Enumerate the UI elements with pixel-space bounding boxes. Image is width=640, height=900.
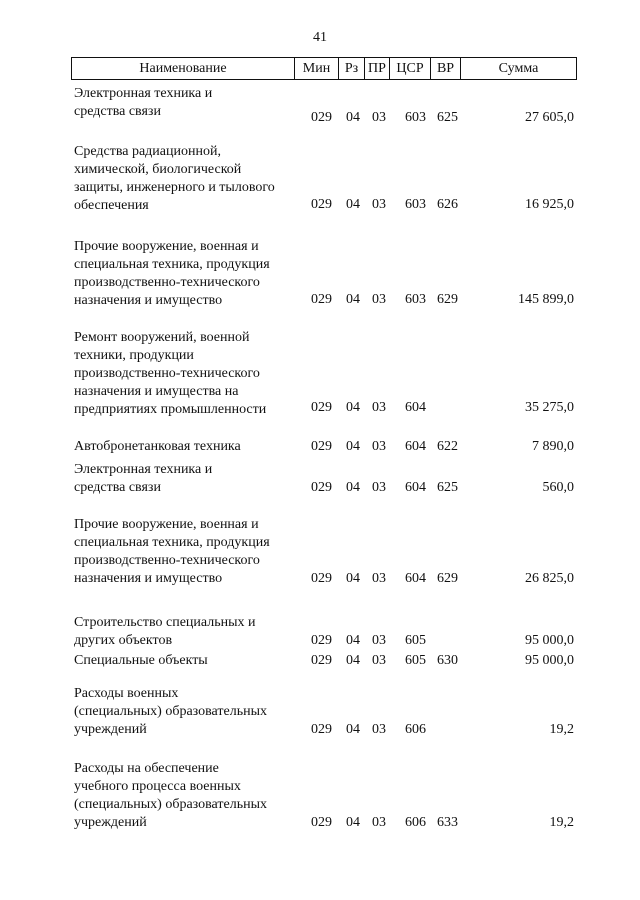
table-row (0, 238, 640, 318)
row-vr: 629 (437, 292, 458, 307)
table-row (0, 685, 640, 745)
table-row (0, 652, 640, 672)
row-csr: 605 (405, 653, 426, 668)
row-vr: 626 (437, 197, 458, 212)
row-csr: 604 (405, 439, 426, 454)
row-csr: 606 (405, 815, 426, 830)
row-min: 029 (311, 571, 332, 586)
row-sum: 35 275,0 (525, 400, 574, 415)
row-rz: 04 (346, 439, 360, 454)
row-pr: 03 (372, 633, 386, 648)
row-csr: 603 (405, 292, 426, 307)
row-name: Прочие вооружение, военная и специальная техника, продукция производственно-технического назначения и имущество (74, 517, 270, 586)
row-name: Средства радиационной, химической, биологической защиты, инженерного и тылового обеспечения (74, 144, 275, 213)
page-number: 41 (313, 30, 327, 45)
header-vr: ВР (431, 58, 461, 79)
row-csr: 604 (405, 400, 426, 415)
row-sum: 16 925,0 (525, 197, 574, 212)
row-min: 029 (311, 110, 332, 125)
row-rz: 04 (346, 400, 360, 415)
row-rz: 04 (346, 633, 360, 648)
row-min: 029 (311, 653, 332, 668)
row-csr: 604 (405, 480, 426, 495)
row-pr: 03 (372, 653, 386, 668)
row-rz: 04 (346, 722, 360, 737)
row-sum: 560,0 (542, 480, 574, 495)
row-min: 029 (311, 292, 332, 307)
row-pr: 03 (372, 722, 386, 737)
row-min: 029 (311, 439, 332, 454)
row-pr: 03 (372, 400, 386, 415)
row-rz: 04 (346, 292, 360, 307)
row-pr: 03 (372, 197, 386, 212)
table-row (0, 329, 640, 421)
table-row (0, 83, 640, 127)
row-rz: 04 (346, 480, 360, 495)
row-pr: 03 (372, 439, 386, 454)
row-sum: 19,2 (549, 815, 574, 830)
row-csr: 604 (405, 571, 426, 586)
row-csr: 603 (405, 197, 426, 212)
row-name: Электронная техника и средства связи (74, 462, 213, 495)
table-row (0, 438, 640, 458)
row-name: Расходы на обеспечение учебного процесса военных (специальных) образовательных учреждений (74, 761, 267, 830)
row-rz: 04 (346, 653, 360, 668)
row-csr: 606 (405, 722, 426, 737)
row-csr: 605 (405, 633, 426, 648)
header-name: Наименование (72, 58, 295, 79)
row-min: 029 (311, 400, 332, 415)
row-min: 029 (311, 815, 332, 830)
row-pr: 03 (372, 815, 386, 830)
row-vr: 625 (437, 110, 458, 125)
row-min: 029 (311, 633, 332, 648)
row-min: 029 (311, 197, 332, 212)
row-csr: 603 (405, 110, 426, 125)
row-rz: 04 (346, 197, 360, 212)
header-rz: Рз (339, 58, 365, 79)
header-csr: ЦСР (390, 58, 431, 79)
header-min: Мин (295, 58, 339, 79)
row-rz: 04 (346, 815, 360, 830)
header-sum: Сумма (498, 61, 539, 76)
row-min: 029 (311, 480, 332, 495)
row-min: 029 (311, 722, 332, 737)
row-sum: 19,2 (549, 722, 574, 737)
row-pr: 03 (372, 480, 386, 495)
table-row (0, 760, 640, 840)
row-vr: 622 (437, 439, 458, 454)
header-pr: ПР (365, 58, 390, 79)
row-pr: 03 (372, 110, 386, 125)
row-name: Строительство специальных и других объектов (74, 615, 256, 648)
row-name: Электронная техника и средства связи (74, 86, 213, 119)
row-name: Специальные объекты (74, 653, 208, 668)
row-sum: 95 000,0 (525, 653, 574, 668)
row-vr: 629 (437, 571, 458, 586)
table-row (0, 516, 640, 596)
row-sum: 145 899,0 (518, 292, 574, 307)
table-row (0, 143, 640, 223)
row-sum: 7 890,0 (532, 439, 574, 454)
row-sum: 95 000,0 (525, 633, 574, 648)
row-vr: 633 (437, 815, 458, 830)
row-rz: 04 (346, 110, 360, 125)
row-vr: 630 (437, 653, 458, 668)
table-row (0, 461, 640, 501)
row-name: Прочие вооружение, военная и специальная техника, продукция производственно-технического назначения и имущество (74, 239, 270, 308)
row-name: Ремонт вооружений, военной техники, продукции производственно-технического назначения и имущества на предприятиях промышленности (74, 330, 267, 417)
row-pr: 03 (372, 571, 386, 586)
table-row (0, 614, 640, 654)
row-vr: 625 (437, 480, 458, 495)
row-sum: 26 825,0 (525, 571, 574, 586)
row-sum: 27 605,0 (525, 110, 574, 125)
row-rz: 04 (346, 571, 360, 586)
row-pr: 03 (372, 292, 386, 307)
row-name: Автобронетанковая техника (74, 439, 241, 454)
row-name: Расходы военных (специальных) образовательных учреждений (74, 686, 267, 737)
